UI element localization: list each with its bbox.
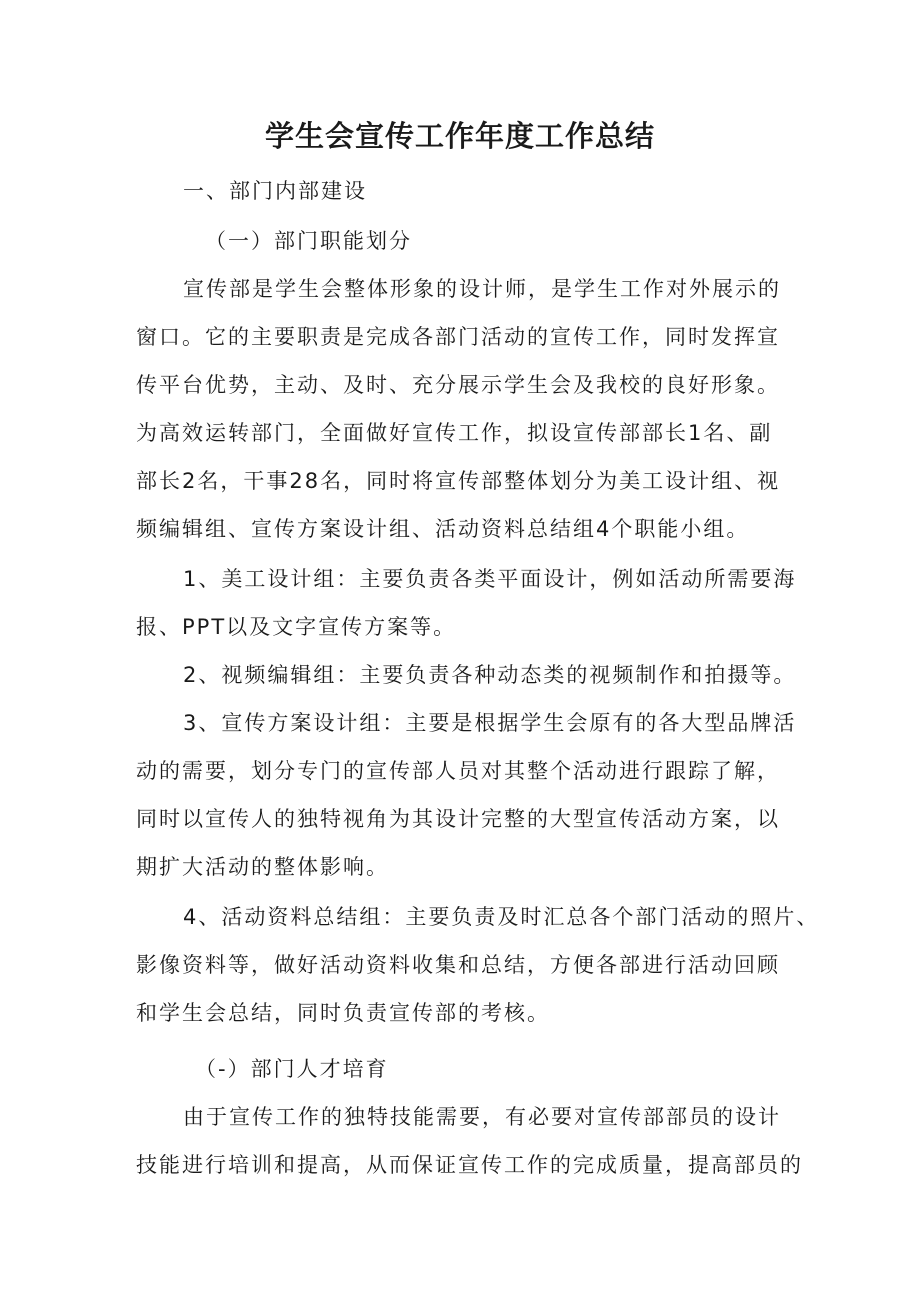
text-line: 3、宣传方案设计组：主要是根据学生会原有的各大型品牌活 xyxy=(183,711,797,735)
text-line: 动的需要，划分专门的宣传部人员对其整个活动进行跟踪了解， xyxy=(136,759,780,783)
text-line: 技能进行培训和提高，从而保证宣传工作的完成质量，提高部员的 xyxy=(136,1153,803,1177)
text-line: 由于宣传工作的独特技能需要，有必要对宣传部部员的设计 xyxy=(183,1105,781,1129)
text-line: 窗口。它的主要职责是完成各部门活动的宣传工作，同时发挥宣 xyxy=(136,325,780,349)
subsection-heading: （-）部门人才培育 xyxy=(195,1057,389,1081)
text-line: 传平台优势，主动、及时、充分展示学生会及我校的良好形象。 xyxy=(136,373,780,397)
text-line: 宣传部是学生会整体形象的设计师，是学生工作对外展示的 xyxy=(183,277,781,301)
text-line: 报、PPT以及文字宣传方案等。 xyxy=(136,615,457,639)
text-line: 4、活动资料总结组：主要负责及时汇总各个部门活动的照片、 xyxy=(183,905,820,929)
text-line: 期扩大活动的整体影响。 xyxy=(136,855,389,879)
text-line: 1、美工设计组：主要负责各类平面设计，例如活动所需要海 xyxy=(183,567,797,591)
text-line: 部长2名，干事28名，同时将宣传部整体划分为美工设计组、视 xyxy=(136,469,781,493)
text-line: 频编辑组、宣传方案设计组、活动资料总结组4个职能小组。 xyxy=(136,517,750,541)
subsection-heading: （一）部门职能划分 xyxy=(205,229,412,253)
text-line: 2、视频编辑组：主要负责各种动态类的视频制作和拍摄等。 xyxy=(183,663,797,687)
document-title: 学生会宣传工作年度工作总结 xyxy=(264,119,655,153)
section-heading: 一、部门内部建设 xyxy=(183,179,367,203)
text-line: 影像资料等，做好活动资料收集和总结，方便各部进行活动回顾 xyxy=(136,953,780,977)
text-line: 同时以宣传人的独特视角为其设计完整的大型宣传活动方案，以 xyxy=(136,807,780,831)
text-line: 为高效运转部门，全面做好宣传工作，拟设宣传部部长1名、副 xyxy=(136,421,773,445)
text-line: 和学生会总结，同时负责宣传部的考核。 xyxy=(136,1001,550,1025)
